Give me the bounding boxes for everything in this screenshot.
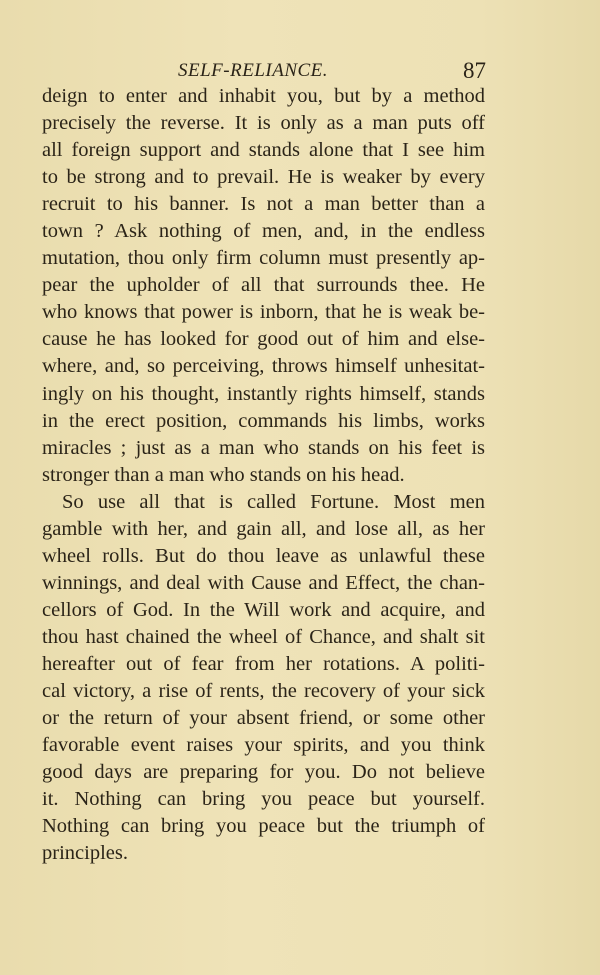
text-line: who knows that power is inborn, that he is weak be- (42, 301, 485, 324)
text-line: pear the upholder of all that surrounds thee. He (42, 274, 485, 297)
text-line: mutation, thou only firm column must presently ap- (42, 247, 485, 270)
text-line: So use all that is called Fortune. Most men (62, 490, 485, 513)
text-line: cal victory, a rise of rents, the recovery of your sick (42, 680, 485, 703)
text-line: where, and, so perceiving, throws himself unhesitat- (42, 355, 485, 378)
text-line: stronger than a man who stands on his head. (42, 463, 405, 486)
text-line: favorable event raises your spirits, and you think (42, 734, 485, 757)
text-line: Nothing can bring you peace but the triumph of (42, 815, 485, 838)
running-head: SELF-RELIANCE. (178, 60, 329, 81)
text-line: cellors of God. In the Will work and acquire, and (42, 598, 485, 621)
text-line: precisely the reverse. It is only as a man puts off (42, 112, 485, 135)
text-line: hereafter out of fear from her rotations. A politi- (42, 652, 485, 675)
text-line: cause he has looked for good out of him and else- (42, 328, 485, 351)
text-line: it. Nothing can bring you peace but yourself. (42, 788, 485, 811)
text-line: in the erect position, commands his limbs, works (42, 409, 485, 432)
text-line: gamble with her, and gain all, and lose all, as her (42, 517, 485, 540)
text-line: thou hast chained the wheel of Chance, and shalt sit (42, 625, 485, 648)
text-line: to be strong and to prevail. He is weaker by every (42, 166, 485, 189)
text-line: winnings, and deal with Cause and Effect, the chan- (42, 571, 485, 594)
text-line: ingly on his thought, instantly rights himself, stands (42, 382, 485, 405)
text-line: recruit to his banner. Is not a man better than a (42, 193, 485, 216)
text-line: good days are preparing for you. Do not believe (42, 761, 485, 784)
text-line: all foreign support and stands alone that I see him (42, 139, 485, 162)
text-line: miracles ; just as a man who stands on his feet is (42, 436, 485, 459)
text-line: or the return of your absent friend, or some other (42, 707, 485, 730)
text-line: principles. (42, 842, 128, 865)
text-line: deign to enter and inhabit you, but by a method (42, 85, 485, 107)
text-line: town ? Ask nothing of men, and, in the endless (42, 220, 485, 243)
body-text (42, 83, 485, 867)
text-line: wheel rolls. But do thou leave as unlawful these (42, 544, 485, 567)
page-number: 87 (463, 58, 486, 83)
